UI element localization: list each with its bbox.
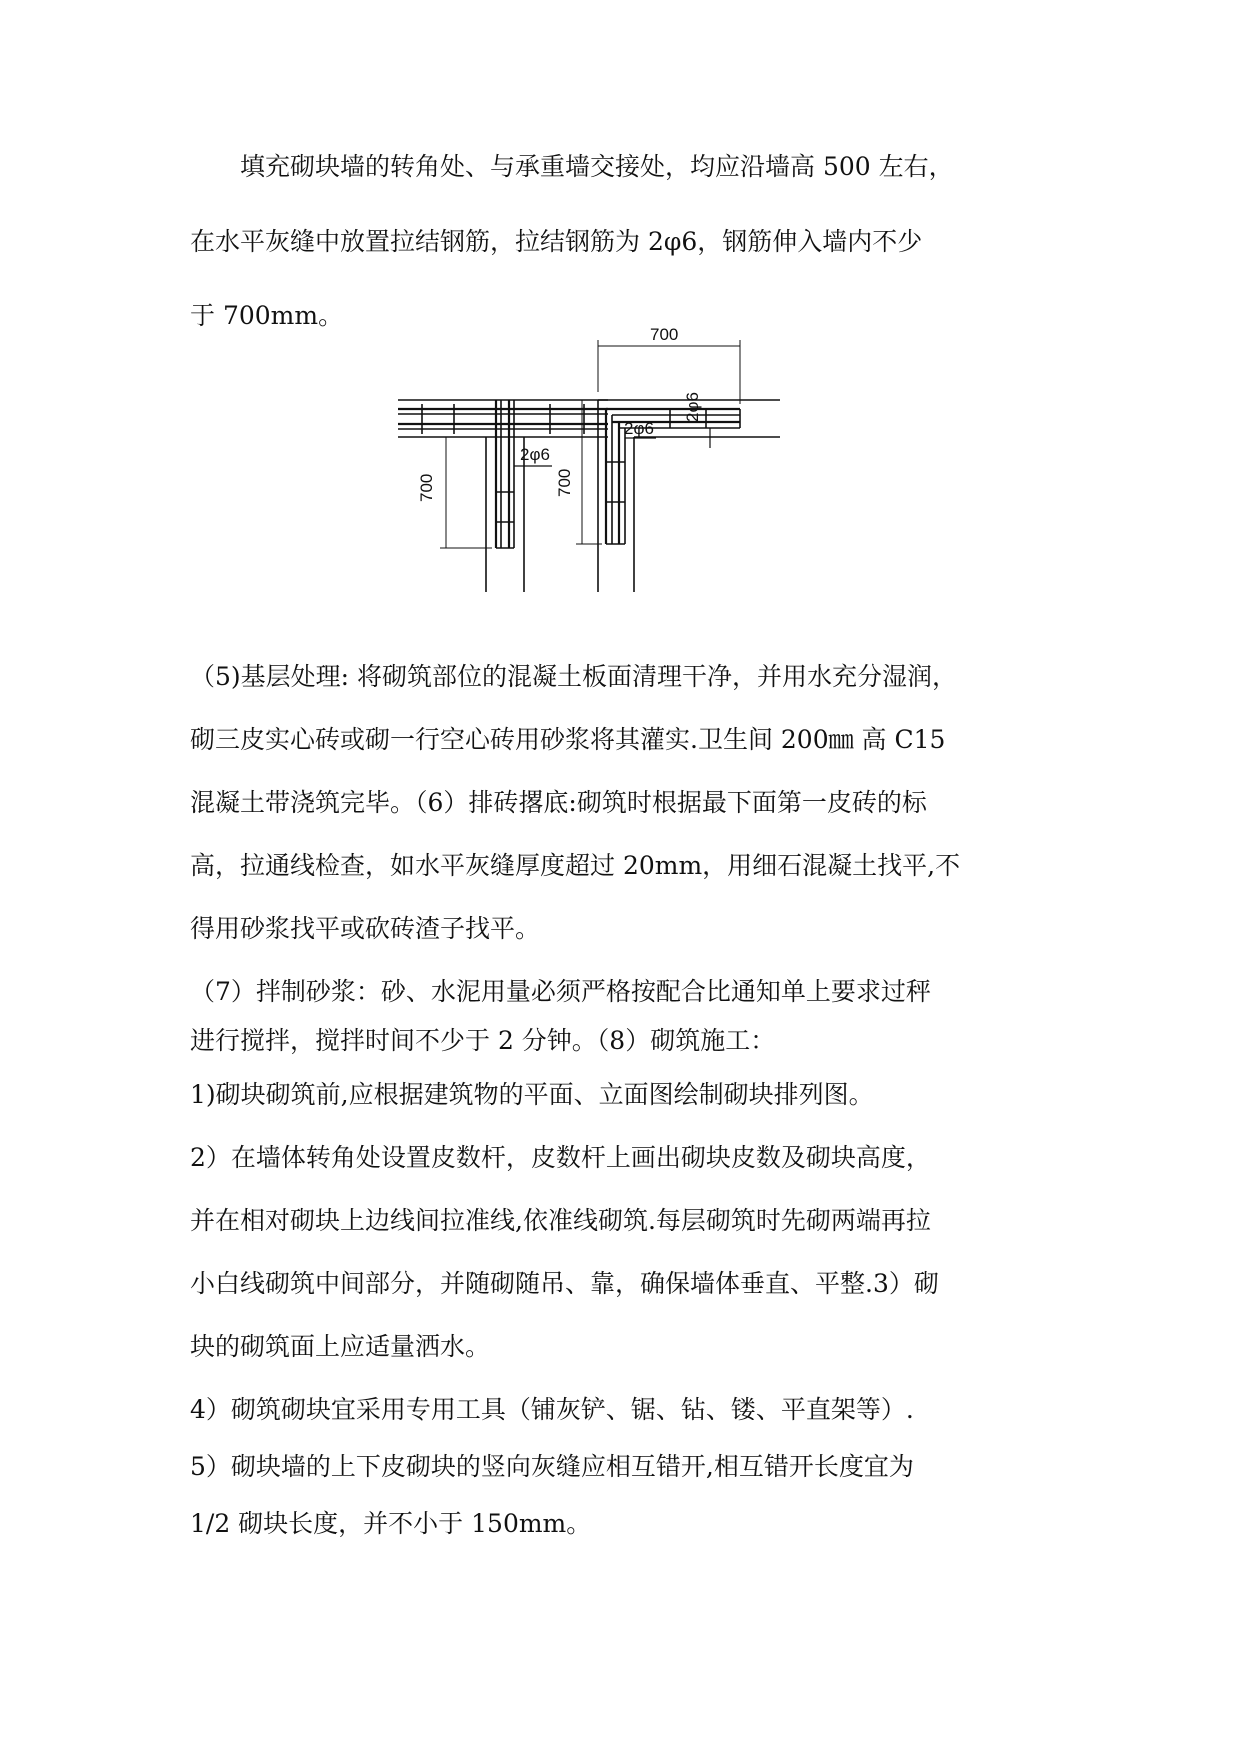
text-line-17: 5）砌块墙的上下皮砌块的竖向灰缝应相互错开,相互错开长度宜为 (190, 1452, 914, 1481)
text-line-5: 砌三皮实心砖或砌一行空心砖用砂浆将其灌实.卫生间 200㎜ 高 C15 (190, 725, 946, 754)
t-dim-vertical: 700 (417, 473, 436, 502)
text-line-18: 1/2 砌块长度，并不小于 150mm。 (190, 1509, 592, 1538)
text-line-14: 小白线砌筑中间部分，并随砌随吊、靠，确保墙体垂直、平整.3）砌 (190, 1269, 939, 1298)
text-line-7: 高，拉通线检查，如水平灰缝厚度超过 20mm，用细石混凝土找平,不 (190, 851, 961, 880)
text-line-11: 1)砌块砌筑前,应根据建筑物的平面、立面图绘制砌块排列图。 (190, 1080, 874, 1109)
text-line-8: 得用砂浆找平或砍砖渣子找平。 (190, 914, 541, 943)
t-rebar-label: 2φ6 (520, 445, 550, 464)
corner-rebar-label-horizontal: 2φ6 (624, 419, 654, 438)
text-line-2: 在水平灰缝中放置拉结钢筋，拉结钢筋为 2φ6，钢筋伸入墙内不少 (190, 227, 923, 256)
rebar-detail-drawing (380, 325, 880, 612)
text-line-15: 块的砌筑面上应适量洒水。 (190, 1332, 491, 1361)
text-line-6: 混凝土带浇筑完毕。（6）排砖撂底:砌筑时根据最下面第一皮砖的标 (190, 788, 927, 817)
rebar-detail-figure (380, 325, 880, 612)
text-line-3: 于 700mm。 (190, 301, 344, 330)
corner-dim-vertical: 700 (555, 468, 574, 497)
text-line-12: 2）在墙体转角处设置皮数杆，皮数杆上画出砌块皮数及砌块高度， (190, 1143, 931, 1172)
text-line-4: （5)基层处理: 将砌筑部位的混凝土板面清理干净，并用水充分湿润， (190, 662, 958, 691)
corner-dim-horizontal: 700 (650, 325, 679, 344)
text-line-9: （7）拌制砂浆：砂、水泥用量必须严格按配合比通知单上要求过秤 (190, 977, 931, 1006)
text-line-13: 并在相对砌块上边线间拉准线,依准线砌筑.每层砌筑时先砌两端再拉 (190, 1206, 931, 1235)
text-line-1: 填充砌块墙的转角处、与承重墙交接处，均应沿墙高 500 左右， (190, 152, 954, 181)
text-line-10: 进行搅拌，搅拌时间不少于 2 分钟。（8）砌筑施工： (190, 1026, 776, 1055)
corner-rebar-label-vertical: 2φ6 (683, 392, 702, 422)
text-line-16: 4）砌筑砌块宜采用专用工具（铺灰铲、锯、钻、镂、平直架等）. (190, 1395, 914, 1424)
